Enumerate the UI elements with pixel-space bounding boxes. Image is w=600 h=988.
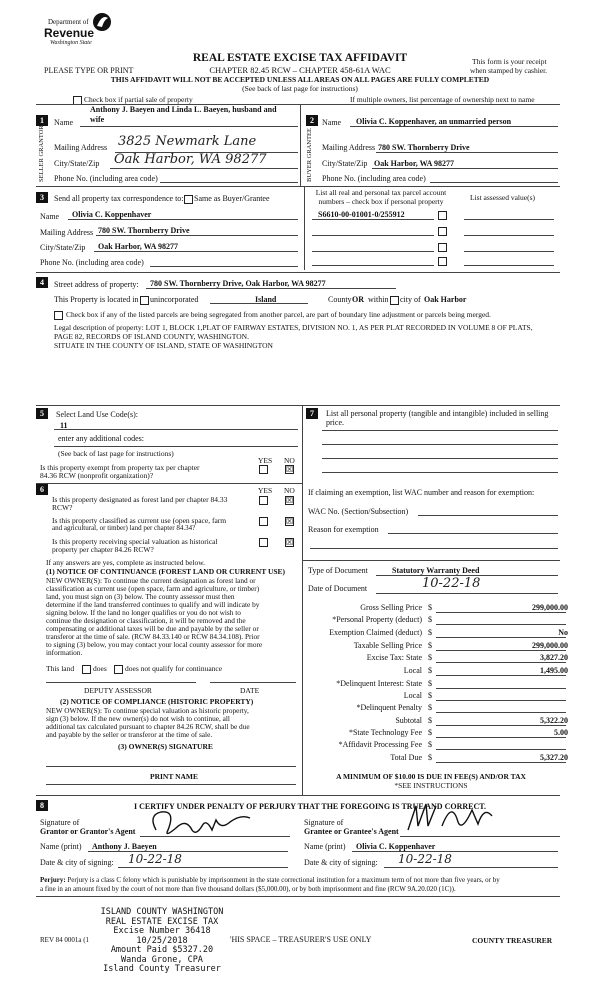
street-value: 780 SW. Thornberry Drive, Oak Harbor, WA 98277 — [150, 279, 326, 288]
this-land-label: This land — [46, 664, 75, 673]
see-instructions-note: *SEE INSTRUCTIONS — [394, 781, 468, 790]
tax-row-value: 299,000.00 — [532, 603, 568, 612]
dollar-sign: $ — [428, 615, 432, 624]
corr-city-label: City/State/Zip — [40, 243, 86, 252]
grantor-signature — [146, 800, 266, 840]
stamp-line-3: Excise Number 36418 — [113, 926, 211, 936]
section-5-number: 5 — [36, 408, 48, 419]
notice2-l1: NEW OWNER(S): To continue special valuation as historic property, — [46, 706, 249, 715]
forest-q2-yes-checkbox[interactable] — [259, 517, 268, 526]
reason-exemption-label: Reason for exemption — [308, 525, 379, 534]
seller-name-line1: Anthony J. Baeyen and Linda L. Baeyen, husband and — [90, 105, 277, 114]
stamp-line-5: Amount Paid $5327.20 — [110, 945, 214, 955]
does-checkbox[interactable] — [82, 665, 91, 674]
stamp-line-7: Island County Treasurer — [103, 964, 221, 974]
perjury-text-1: Perjury is a class C felony which is punishable by imprisonment in the state correctional institution for a maximum term of not more than five years, or by — [67, 876, 500, 884]
rev-form-number: REV 84 0001a (1 — [40, 936, 90, 944]
dollar-sign: $ — [428, 728, 432, 737]
section-3-number: 3 — [36, 192, 48, 203]
grantee-signature — [402, 796, 512, 836]
notice1-l6: continue the designation or classification, it will be removed and the — [46, 616, 246, 625]
parcel-1-value: S6610-00-01001-0/255912 — [318, 210, 405, 219]
treasurer-stamp — [82, 908, 242, 975]
receipt-note-1: This form is your receipt — [472, 57, 547, 66]
section-6-number: 6 — [36, 484, 48, 495]
seller-name-label: Name — [54, 118, 74, 127]
notice1-l8: transferor at the time of sale. (RCW 84.33.140 or RCW 84.34.108). Prior — [46, 632, 260, 641]
form-chapter: CHAPTER 82.45 RCW – CHAPTER 458-61A WAC — [209, 65, 391, 75]
buyer-mailing-label: Mailing Address — [322, 143, 376, 152]
county-value: Island — [255, 295, 277, 304]
tax-row-value: 299,000.00 — [532, 641, 568, 650]
seller-mailing-value: 3825 Newmark Lane — [118, 134, 257, 149]
dollar-sign: $ — [428, 653, 432, 662]
personal-property-label-1: List all personal property (tangible and intangible) included in selling — [326, 409, 549, 418]
dollar-sign: $ — [428, 703, 432, 712]
stamp-line-4: 10/25/2018 — [136, 935, 188, 946]
doc-type-label: Type of Document — [308, 566, 368, 575]
dollar-sign: $ — [428, 753, 432, 762]
treasurer-use-only: 'HIS SPACE – TREASURER'S USE ONLY — [230, 935, 372, 944]
forest-q1b: RCW? — [52, 503, 73, 512]
dollar-sign: $ — [428, 666, 432, 675]
notice2-l4: and payable by the seller or transferor at the time of sale. — [46, 730, 213, 739]
unincorporated-label: unincorporated — [150, 295, 199, 304]
please-type: PLEASE TYPE OR PRINT — [44, 66, 134, 75]
forest-q2b: and agricultural, or timber) land per chapter 84.34? — [52, 524, 196, 532]
land-use-label: Select Land Use Code(s): — [56, 410, 138, 419]
tax-row-value: 1,495.00 — [540, 666, 568, 675]
tax-row-label: *Delinquent Penalty — [356, 703, 422, 712]
grantee-sig-label-1: Signature of — [304, 818, 344, 827]
tax-row-label: Local — [403, 691, 422, 700]
grantee-print-label: Name (print) — [304, 842, 346, 851]
exempt-no-checkbox[interactable]: ☒ — [286, 465, 294, 474]
corr-name-value: Olivia C. Koppenhaver — [72, 210, 152, 219]
stamp-line-1: ISLAND COUNTY WASHINGTON — [100, 907, 224, 917]
same-as-buyer-label: Same as Buyer/Grantee — [194, 194, 270, 203]
same-as-buyer-checkbox[interactable] — [184, 195, 193, 204]
parcel-4-checkbox[interactable] — [438, 257, 447, 266]
logo-dept: Department of — [48, 18, 89, 26]
seller-name-line2: wife — [90, 115, 105, 124]
does-label: does — [93, 664, 107, 673]
notice1-l1: NEW OWNER(S): To continue the current designation as forest land or — [46, 576, 256, 585]
dollar-sign: $ — [428, 679, 432, 688]
tax-row-label: Gross Selling Price — [360, 603, 422, 612]
tax-row-value: 5,327.20 — [540, 753, 568, 762]
corr-mailing-value: 780 SW. Thornberry Drive — [98, 226, 190, 235]
city-value: Oak Harbor — [424, 295, 467, 304]
notice1-l7: compensating or additional taxes will be due and payable by the seller or — [46, 624, 259, 633]
notice2-l2: sign (3) below. If the new owner(s) do not wish to continue, all — [46, 714, 230, 723]
tax-row-label: *Affidavit Processing Fee — [338, 740, 422, 749]
forest-q1-yes-checkbox[interactable] — [259, 496, 268, 505]
buyer-city-label: City/State/Zip — [322, 159, 368, 168]
receipt-note-2: when stamped by cashier. — [470, 66, 548, 75]
grantee-sig-label-2: Grantee or Grantee's Agent — [304, 827, 399, 836]
corr-city-value: Oak Harbor, WA 98277 — [98, 242, 179, 251]
section-4-number: 4 — [36, 277, 48, 288]
minimum-fee-note: A MINIMUM OF $10.00 IS DUE IN FEE(S) AND/OR TAX — [336, 772, 526, 781]
buyer-name-label: Name — [322, 118, 342, 127]
buyer-mailing-value: 780 SW. Thornberry Drive — [378, 143, 470, 152]
tax-row-label: *Delinquent Interest: State — [336, 679, 422, 688]
notice1-l2: classification as current use (open space, farm and agriculture, or timber) — [46, 584, 260, 593]
forest-q3-no-checkbox[interactable]: ☒ — [286, 538, 294, 547]
grantor-print-label: Name (print) — [40, 842, 82, 851]
exempt-question-1: Is this property exempt from property tax per chapter — [40, 463, 200, 472]
forest-q1-no-checkbox[interactable]: ☒ — [286, 496, 294, 505]
city-of-label: city of — [400, 295, 421, 304]
partial-sale-label: Check box if partial sale of property — [84, 95, 193, 104]
city-checkbox[interactable] — [390, 296, 399, 305]
seller-city-label: City/State/Zip — [54, 159, 100, 168]
seller-side-label: SELLER GRANTOR — [38, 125, 45, 182]
land-use-code: 11 — [60, 421, 68, 430]
street-label: Street address of property: — [54, 280, 139, 289]
parcel-header-2: numbers – check box if personal property — [318, 197, 444, 206]
forest-q3a: Is this property receiving special valuation as historical — [52, 537, 218, 546]
perjury-label: Perjury: — [40, 876, 66, 884]
grantee-print-value: Olivia C. Koppenhaver — [356, 842, 436, 851]
forest-no-header: NO — [284, 486, 295, 495]
deputy-assessor-label: DEPUTY ASSESSOR — [84, 686, 152, 695]
forest-q3b: property per chapter 84.26 RCW? — [52, 545, 154, 554]
assessed-header: List assessed value(s) — [470, 193, 535, 202]
does-not-label: does not qualify for continuance — [125, 664, 223, 673]
corr-name-label: Name — [40, 212, 60, 221]
grantee-date-value: 10-22-18 — [398, 852, 452, 866]
parcel-3-checkbox[interactable] — [438, 243, 447, 252]
dollar-sign: $ — [428, 691, 432, 700]
grantee-date-label: Date & city of signing: — [304, 858, 378, 867]
parcel-2-checkbox[interactable] — [438, 227, 447, 236]
grantor-date-value: 10-22-18 — [128, 852, 182, 866]
tax-row-label: Total Due — [390, 753, 422, 762]
forest-q1a: Is this property designated as forest land per chapter 84.33 — [52, 495, 228, 504]
dollar-sign: $ — [428, 716, 432, 725]
unincorporated-checkbox[interactable] — [140, 296, 149, 305]
notice2-l3: additional tax calculated pursuant to chapter 84.26 RCW, shall be due — [46, 722, 250, 731]
located-label: This Property is located in — [54, 295, 139, 304]
section-8-number: 8 — [36, 800, 48, 811]
tax-row-label: *State Technology Fee — [348, 728, 422, 737]
parcel-header-1: List all real and personal tax parcel account — [315, 188, 447, 197]
personal-property-label-2: price. — [326, 418, 344, 427]
notice1-l9: to signing (3) below, you may contact your local county assessor for more — [46, 640, 263, 649]
notice1-l4: determine if the land transferred continues to qualify and will indicate by — [46, 600, 260, 609]
land-use-see-back: (See back of last page for instructions) — [58, 449, 174, 458]
exempt-yes-header: YES — [258, 456, 273, 465]
owner-signature-label: (3) OWNER(S) SIGNATURE — [118, 742, 213, 751]
tax-row-label: Exemption Claimed (deduct) — [329, 628, 422, 637]
segregated-checkbox[interactable] — [54, 311, 63, 320]
perjury-line-1 — [40, 876, 580, 884]
county-label: County — [328, 295, 352, 304]
stamp-line-6: Wanda Grone, CPA — [121, 954, 203, 965]
corr-phone-label: Phone No. (including area code) — [40, 258, 144, 267]
does-not-checkbox[interactable] — [114, 665, 123, 674]
tax-row-label: *Personal Property (deduct) — [332, 615, 422, 624]
tax-row-value: 5.00 — [554, 728, 568, 737]
tax-row-label: Local — [403, 666, 422, 675]
if-any-yes: If any answers are yes, complete as instructed below. — [46, 558, 206, 567]
perjury-text-2: a fine in an amount fixed by the court of not more than five thousand dollars ($5,000.00), or by both imprisonment and fine (RCW 9A.20.020 (1C)). — [40, 885, 456, 893]
doc-date-label: Date of Document — [308, 584, 368, 593]
doc-type-value: Statutory Warranty Deed — [392, 566, 480, 575]
deputy-date-label: DATE — [240, 686, 260, 695]
grantor-date-label: Date & city of signing: — [40, 858, 114, 867]
certify-text: I CERTIFY UNDER PENALTY OF PERJURY THAT THE FOREGOING IS TRUE AND CORRECT. — [133, 802, 486, 811]
stamp-line-2: REAL ESTATE EXCISE TAX — [105, 916, 219, 927]
segregated-label: Check box if any of the listed parcels are being segregated from another parcel, are part of boundary line adjustment or parcels being merged. — [66, 310, 491, 319]
tax-row-value: 3,827.20 — [540, 653, 568, 662]
see-back-note: (See back of last page for instructions) — [242, 84, 358, 93]
form-title: REAL ESTATE EXCISE TAX AFFIDAVIT — [192, 52, 408, 64]
buyer-phone-label: Phone No. (including area code) — [322, 174, 426, 183]
tax-row-value: No — [558, 628, 568, 637]
seller-city-value: Oak Harbor, WA 98277 — [114, 152, 267, 167]
notice1-title: (1) NOTICE OF CONTINUANCE (FOREST LAND OR CURRENT USE) — [46, 567, 286, 576]
parcel-1-checkbox[interactable] — [438, 211, 447, 220]
grantor-sig-label-1: Signature of — [40, 818, 80, 827]
section-2-number: 2 — [306, 115, 318, 126]
exempt-no-header: NO — [284, 456, 295, 465]
county-treasurer-label: COUNTY TREASURER — [472, 936, 553, 945]
legal-desc-1: Legal description of property: LOT 1, BLOCK 1,PLAT OF FAIRWAY ESTATES, DIVISION NO. 1, AS PER PLAT RECORDED IN VOLUME 8 OF PLATS, — [54, 323, 533, 332]
notice1-l3: land, you must sign on (3) below. The county assessor must then — [46, 592, 235, 601]
corr-mailing-label: Mailing Address — [40, 228, 94, 237]
within-label: within — [368, 295, 389, 304]
dollar-sign: $ — [428, 628, 432, 637]
logo-name: Revenue — [44, 26, 95, 40]
buyer-name-value: Olivia C. Koppenhaver, an unmarried person — [356, 117, 512, 126]
forest-q2-no-checkbox[interactable]: ☒ — [286, 517, 294, 526]
buyer-side-label: BUYER GRANTEE — [306, 128, 313, 182]
tax-row-label: Subtotal — [395, 716, 422, 725]
legal-desc-3: SITUATE IN THE COUNTY OF ISLAND, STATE OF WASHINGTON — [54, 341, 273, 350]
section-7-number: 7 — [306, 408, 318, 419]
or-label: OR — [352, 295, 364, 304]
notice1-l5: signing below. If the land no longer qualifies or you do not wish to — [46, 608, 241, 617]
dor-logo — [44, 10, 116, 50]
seller-phone-label: Phone No. (including area code) — [54, 174, 158, 183]
correspondence-label: Send all property tax correspondence to: — [54, 194, 184, 203]
print-name-label: PRINT NAME — [150, 772, 198, 781]
additional-codes-label: enter any additional codes: — [58, 434, 144, 443]
multiple-owners-note: If multiple owners, list percentage of ownership next to name — [350, 95, 535, 104]
warning-text: THIS AFFIDAVIT WILL NOT BE ACCEPTED UNLESS ALL AREAS ON ALL PAGES ARE FULLY COMPLETED — [110, 75, 490, 84]
dollar-sign: $ — [428, 641, 432, 650]
logo-state: Washington State — [50, 40, 92, 46]
tax-row-label: Excise Tax: State — [366, 653, 422, 662]
notice1-l10: information. — [46, 648, 83, 657]
tax-row-label: Taxable Selling Price — [353, 641, 422, 650]
wac-label: WAC No. (Section/Subsection) — [308, 507, 409, 516]
grantor-print-value: Anthony J. Baeyen — [92, 842, 157, 851]
doc-date-value: 10-22-18 — [422, 576, 481, 591]
grantor-sig-label-2: Grantor or Grantor's Agent — [40, 827, 136, 836]
exempt-question-2: 84.36 RCW (nonprofit organization)? — [40, 471, 154, 480]
tax-row-value: 5,322.20 — [540, 716, 568, 725]
dollar-sign: $ — [428, 603, 432, 612]
forest-q3-yes-checkbox[interactable] — [259, 538, 268, 547]
dollar-sign: $ — [428, 740, 432, 749]
legal-desc-2: PAGE 82, RECORDS OF ISLAND COUNTY, WASHINGTON. — [54, 332, 249, 341]
exempt-yes-checkbox[interactable] — [259, 465, 268, 474]
buyer-city-value: Oak Harbor, WA 98277 — [374, 159, 455, 168]
forest-yes-header: YES — [258, 486, 273, 495]
section-1-number: 1 — [36, 115, 48, 126]
seller-mailing-label: Mailing Address — [54, 143, 108, 152]
revenue-logo-icon — [92, 12, 112, 32]
forest-q2a: Is this property classified as current use (open space, farm — [52, 516, 227, 525]
exemption-claim-label: If claiming an exemption, list WAC number and reason for exemption: — [308, 488, 535, 497]
notice2-title: (2) NOTICE OF COMPLIANCE (HISTORIC PROPERTY) — [60, 697, 254, 706]
